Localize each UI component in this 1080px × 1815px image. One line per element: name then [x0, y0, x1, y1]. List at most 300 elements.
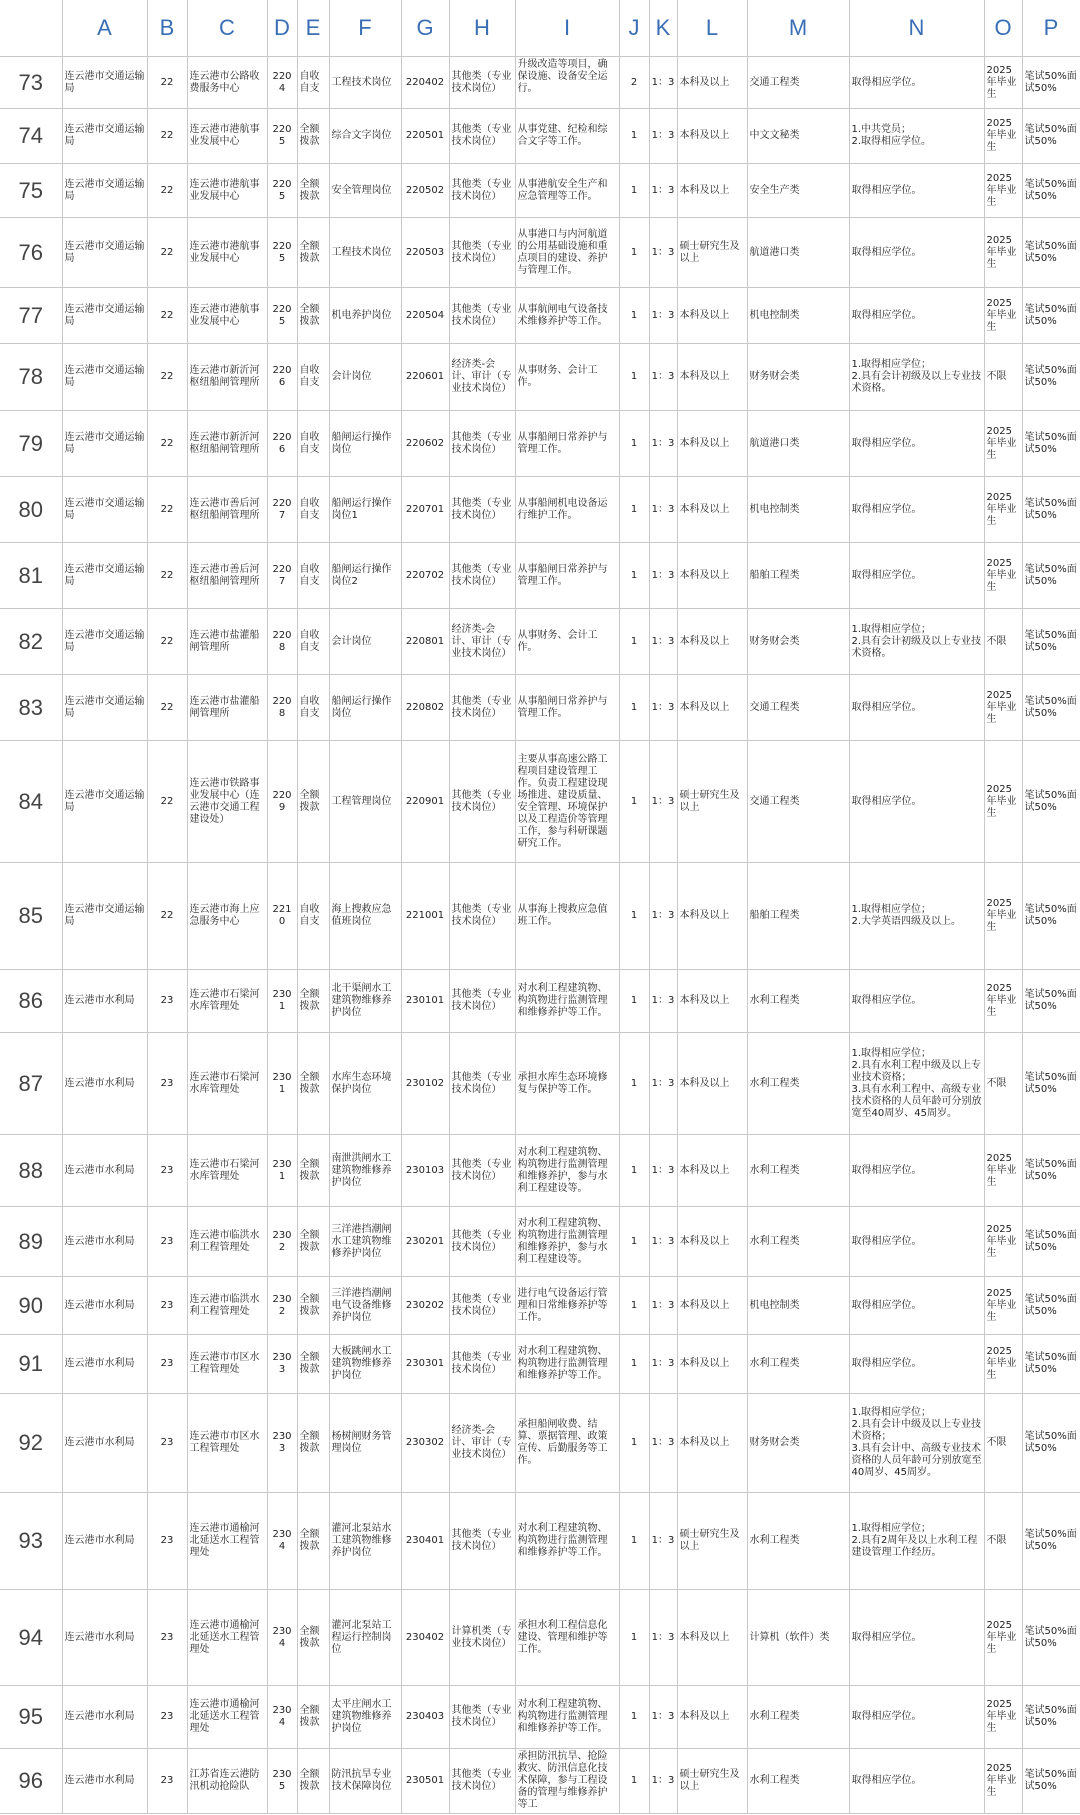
cell-o[interactable]: 不限	[984, 1394, 1022, 1493]
cell-l[interactable]: 本科及以上	[677, 109, 747, 164]
cell-h[interactable]: 其他类（专业技术岗位）	[449, 863, 515, 970]
cell-p[interactable]: 笔试50%面试50%	[1022, 1749, 1080, 1814]
cell-h[interactable]: 其他类（专业技术岗位）	[449, 1493, 515, 1590]
cell-p[interactable]: 笔试50%面试50%	[1022, 1394, 1080, 1493]
cell-p[interactable]: 笔试50%面试50%	[1022, 1135, 1080, 1207]
cell-m[interactable]: 航道港口类	[747, 411, 849, 477]
cell-a[interactable]: 连云港市水利局	[62, 1033, 147, 1135]
cell-k[interactable]: 1：3	[649, 741, 677, 863]
cell-m[interactable]: 安全生产类	[747, 164, 849, 218]
cell-i[interactable]: 从事港口与内河航道的公用基础设施和重点项目的建设、养护与管理工作。	[515, 218, 619, 288]
cell-n[interactable]: 取得相应学位。	[849, 218, 984, 288]
cell-l[interactable]: 本科及以上	[677, 1335, 747, 1394]
cell-d[interactable]: 2208	[267, 609, 297, 675]
column-header[interactable]: J	[619, 0, 649, 57]
cell-c[interactable]: 连云港市通榆河北延送水工程管理处	[187, 1590, 267, 1686]
cell-d[interactable]: 2301	[267, 970, 297, 1033]
cell-a[interactable]: 连云港市交通运输局	[62, 411, 147, 477]
cell-b[interactable]: 22	[147, 741, 187, 863]
cell-m[interactable]: 机电控制类	[747, 1277, 849, 1335]
cell-g[interactable]: 220802	[401, 675, 449, 741]
column-header[interactable]: A	[62, 0, 147, 57]
cell-j[interactable]: 1	[619, 288, 649, 344]
cell-j[interactable]: 1	[619, 863, 649, 970]
cell-l[interactable]: 本科及以上	[677, 477, 747, 543]
cell-k[interactable]: 1：3	[649, 164, 677, 218]
cell-o[interactable]: 2025年毕业生	[984, 411, 1022, 477]
cell-c[interactable]: 连云港市石梁河水库管理处	[187, 970, 267, 1033]
cell-h[interactable]: 其他类（专业技术岗位）	[449, 1277, 515, 1335]
row-header[interactable]: 89	[0, 1207, 62, 1277]
cell-c[interactable]: 连云港市临洪水利工程管理处	[187, 1277, 267, 1335]
cell-j[interactable]: 1	[619, 1335, 649, 1394]
cell-c[interactable]: 连云港市新沂河枢纽船闸管理所	[187, 411, 267, 477]
row-header[interactable]: 86	[0, 970, 62, 1033]
cell-b[interactable]: 22	[147, 411, 187, 477]
cell-h[interactable]: 其他类（专业技术岗位）	[449, 1207, 515, 1277]
cell-a[interactable]: 连云港市水利局	[62, 1394, 147, 1493]
cell-k[interactable]: 1：3	[649, 1686, 677, 1749]
cell-f[interactable]: 太平庄闸水工建筑物维修养护岗位	[329, 1686, 401, 1749]
cell-b[interactable]: 23	[147, 1335, 187, 1394]
column-header[interactable]: E	[297, 0, 329, 57]
cell-d[interactable]: 2205	[267, 218, 297, 288]
cell-g[interactable]: 220602	[401, 411, 449, 477]
cell-g[interactable]: 221001	[401, 863, 449, 970]
cell-h[interactable]: 其他类（专业技术岗位）	[449, 1335, 515, 1394]
row-header[interactable]: 93	[0, 1493, 62, 1590]
cell-i[interactable]: 从事航闸电气设备技术维修养护等工作。	[515, 288, 619, 344]
cell-b[interactable]: 23	[147, 970, 187, 1033]
cell-o[interactable]: 2025年毕业生	[984, 218, 1022, 288]
cell-f[interactable]: 船闸运行操作岗位1	[329, 477, 401, 543]
cell-c[interactable]: 连云港市市区水工程管理处	[187, 1394, 267, 1493]
cell-f[interactable]: 船闸运行操作岗位2	[329, 543, 401, 609]
cell-n[interactable]: 1.取得相应学位； 2.大学英语四级及以上。	[849, 863, 984, 970]
cell-p[interactable]: 笔试50%面试50%	[1022, 609, 1080, 675]
cell-g[interactable]: 230202	[401, 1277, 449, 1335]
cell-n[interactable]: 取得相应学位。	[849, 1749, 984, 1814]
cell-l[interactable]: 本科及以上	[677, 543, 747, 609]
cell-n[interactable]: 取得相应学位。	[849, 1590, 984, 1686]
cell-c[interactable]: 连云港市新沂河枢纽船闸管理所	[187, 344, 267, 411]
cell-j[interactable]: 1	[619, 1277, 649, 1335]
cell-n[interactable]: 取得相应学位。	[849, 411, 984, 477]
row-header[interactable]: 87	[0, 1033, 62, 1135]
cell-g[interactable]: 220501	[401, 109, 449, 164]
cell-b[interactable]: 22	[147, 57, 187, 109]
cell-j[interactable]: 1	[619, 344, 649, 411]
cell-k[interactable]: 1：3	[649, 218, 677, 288]
cell-m[interactable]: 船舶工程类	[747, 863, 849, 970]
cell-j[interactable]: 1	[619, 1207, 649, 1277]
cell-p[interactable]: 笔试50%面试50%	[1022, 1033, 1080, 1135]
cell-a[interactable]: 连云港市交通运输局	[62, 543, 147, 609]
cell-f[interactable]: 水库生态环境保护岗位	[329, 1033, 401, 1135]
cell-c[interactable]: 连云港市海上应急服务中心	[187, 863, 267, 970]
cell-b[interactable]: 22	[147, 344, 187, 411]
cell-o[interactable]: 2025年毕业生	[984, 863, 1022, 970]
row-header[interactable]: 76	[0, 218, 62, 288]
cell-n[interactable]: 取得相应学位。	[849, 1277, 984, 1335]
cell-h[interactable]: 其他类（专业技术岗位）	[449, 288, 515, 344]
cell-n[interactable]: 取得相应学位。	[849, 970, 984, 1033]
cell-d[interactable]: 2301	[267, 1135, 297, 1207]
cell-i[interactable]: 承担防汛抗旱、抢险救灾、防汛信息化技术保障，参与工程设备的管理与维修养护等工	[515, 1749, 619, 1814]
cell-d[interactable]: 2207	[267, 477, 297, 543]
cell-j[interactable]: 1	[619, 1493, 649, 1590]
cell-j[interactable]: 1	[619, 164, 649, 218]
cell-i[interactable]: 主要从事高速公路工程项目建设管理工作。负责工程建设现场推进、建设质量、安全管理、环境保护以及工程造价等管理工作，参与科研课题研究工作。	[515, 741, 619, 863]
cell-i[interactable]: 承担船闸收费、结算、票据管理、政策宣传、后勤服务等工作。	[515, 1394, 619, 1493]
cell-m[interactable]: 机电控制类	[747, 288, 849, 344]
cell-e[interactable]: 全额拨款	[297, 970, 329, 1033]
cell-p[interactable]: 笔试50%面试50%	[1022, 675, 1080, 741]
row-header[interactable]: 88	[0, 1135, 62, 1207]
cell-o[interactable]: 不限	[984, 1493, 1022, 1590]
cell-n[interactable]: 1.取得相应学位； 2.具有会计初级及以上专业技术资格。	[849, 609, 984, 675]
cell-i[interactable]: 承担水利工程信息化建设、管理和维护等工作。	[515, 1590, 619, 1686]
cell-b[interactable]: 22	[147, 675, 187, 741]
cell-d[interactable]: 2304	[267, 1493, 297, 1590]
cell-d[interactable]: 2206	[267, 344, 297, 411]
cell-h[interactable]: 其他类（专业技术岗位）	[449, 411, 515, 477]
cell-a[interactable]: 连云港市交通运输局	[62, 57, 147, 109]
cell-h[interactable]: 其他类（专业技术岗位）	[449, 543, 515, 609]
cell-g[interactable]: 230103	[401, 1135, 449, 1207]
cell-b[interactable]: 22	[147, 543, 187, 609]
cell-g[interactable]: 220901	[401, 741, 449, 863]
cell-o[interactable]: 2025年毕业生	[984, 288, 1022, 344]
row-header[interactable]: 82	[0, 609, 62, 675]
cell-g[interactable]: 220502	[401, 164, 449, 218]
cell-h[interactable]: 其他类（专业技术岗位）	[449, 164, 515, 218]
cell-h[interactable]: 计算机类（专业技术岗位）	[449, 1590, 515, 1686]
column-header[interactable]: N	[849, 0, 984, 57]
cell-k[interactable]: 1：3	[649, 344, 677, 411]
cell-m[interactable]: 计算机（软件）类	[747, 1590, 849, 1686]
column-header[interactable]: K	[649, 0, 677, 57]
cell-p[interactable]: 笔试50%面试50%	[1022, 1277, 1080, 1335]
cell-h[interactable]: 其他类（专业技术岗位）	[449, 218, 515, 288]
cell-o[interactable]: 2025年毕业生	[984, 164, 1022, 218]
cell-i[interactable]: 对水利工程建筑物、构筑物进行监测管理和维修养护等工作。	[515, 1686, 619, 1749]
cell-p[interactable]: 笔试50%面试50%	[1022, 164, 1080, 218]
cell-c[interactable]: 连云港市港航事业发展中心	[187, 218, 267, 288]
cell-p[interactable]: 笔试50%面试50%	[1022, 288, 1080, 344]
cell-e[interactable]: 全额拨款	[297, 1749, 329, 1814]
cell-f[interactable]: 杨树闸财务管理岗位	[329, 1394, 401, 1493]
row-header[interactable]: 85	[0, 863, 62, 970]
cell-o[interactable]: 2025年毕业生	[984, 109, 1022, 164]
cell-c[interactable]: 连云港市盐灌船闸管理所	[187, 675, 267, 741]
cell-a[interactable]: 连云港市交通运输局	[62, 675, 147, 741]
cell-d[interactable]: 2204	[267, 57, 297, 109]
cell-m[interactable]: 水利工程类	[747, 1135, 849, 1207]
cell-b[interactable]: 23	[147, 1033, 187, 1135]
cell-g[interactable]: 230301	[401, 1335, 449, 1394]
cell-e[interactable]: 自收自支	[297, 543, 329, 609]
cell-f[interactable]: 机电养护岗位	[329, 288, 401, 344]
cell-d[interactable]: 2301	[267, 1033, 297, 1135]
cell-g[interactable]: 230201	[401, 1207, 449, 1277]
cell-d[interactable]: 2303	[267, 1394, 297, 1493]
cell-h[interactable]: 其他类（专业技术岗位）	[449, 675, 515, 741]
cell-e[interactable]: 全额拨款	[297, 109, 329, 164]
cell-p[interactable]: 笔试50%面试50%	[1022, 1493, 1080, 1590]
cell-g[interactable]: 230501	[401, 1749, 449, 1814]
cell-k[interactable]: 1：3	[649, 1207, 677, 1277]
cell-i[interactable]: 对水利工程建筑物、构筑物进行监测管理和维修养护等工作。	[515, 970, 619, 1033]
cell-e[interactable]: 全额拨款	[297, 1277, 329, 1335]
cell-l[interactable]: 本科及以上	[677, 863, 747, 970]
cell-c[interactable]: 连云港市临洪水利工程管理处	[187, 1207, 267, 1277]
cell-l[interactable]: 本科及以上	[677, 1590, 747, 1686]
cell-p[interactable]: 笔试50%面试50%	[1022, 863, 1080, 970]
cell-c[interactable]: 连云港市通榆河北延送水工程管理处	[187, 1686, 267, 1749]
cell-p[interactable]: 笔试50%面试50%	[1022, 741, 1080, 863]
cell-e[interactable]: 全额拨款	[297, 1493, 329, 1590]
cell-a[interactable]: 连云港市交通运输局	[62, 218, 147, 288]
cell-e[interactable]: 自收自支	[297, 57, 329, 109]
cell-j[interactable]: 1	[619, 411, 649, 477]
cell-j[interactable]: 1	[619, 609, 649, 675]
cell-m[interactable]: 水利工程类	[747, 970, 849, 1033]
cell-i[interactable]: 从事海上搜救应急值班工作。	[515, 863, 619, 970]
cell-f[interactable]: 船闸运行操作岗位	[329, 675, 401, 741]
column-header[interactable]: L	[677, 0, 747, 57]
cell-c[interactable]: 连云港市石梁河水库管理处	[187, 1033, 267, 1135]
row-header[interactable]: 78	[0, 344, 62, 411]
cell-f[interactable]: 会计岗位	[329, 344, 401, 411]
cell-n[interactable]: 1.取得相应学位； 2.具有2周年及以上水利工程建设管理工作经历。	[849, 1493, 984, 1590]
cell-c[interactable]: 连云港市港航事业发展中心	[187, 288, 267, 344]
cell-e[interactable]: 全额拨款	[297, 1686, 329, 1749]
cell-i[interactable]: 从事船闸日常养护与管理工作。	[515, 675, 619, 741]
cell-c[interactable]: 连云港市铁路事业发展中心（连云港市交通工程建设处）	[187, 741, 267, 863]
cell-i[interactable]: 升级改造等项目，确保设施、设备安全运行。	[515, 57, 619, 109]
cell-c[interactable]: 连云港市通榆河北延送水工程管理处	[187, 1493, 267, 1590]
cell-l[interactable]: 本科及以上	[677, 1277, 747, 1335]
cell-b[interactable]: 22	[147, 477, 187, 543]
cell-a[interactable]: 连云港市水利局	[62, 1277, 147, 1335]
cell-k[interactable]: 1：3	[649, 863, 677, 970]
cell-e[interactable]: 自收自支	[297, 863, 329, 970]
cell-e[interactable]: 自收自支	[297, 609, 329, 675]
cell-i[interactable]: 从事船闸日常养护与管理工作。	[515, 411, 619, 477]
cell-f[interactable]: 北干渠闸水工建筑物维修养护岗位	[329, 970, 401, 1033]
cell-i[interactable]: 对水利工程建筑物、构筑物进行监测管理和维修养护等工作。	[515, 1493, 619, 1590]
cell-e[interactable]: 自收自支	[297, 477, 329, 543]
cell-o[interactable]: 2025年毕业生	[984, 675, 1022, 741]
cell-k[interactable]: 1：3	[649, 970, 677, 1033]
cell-c[interactable]: 连云港市市区水工程管理处	[187, 1335, 267, 1394]
column-header[interactable]: C	[187, 0, 267, 57]
cell-o[interactable]: 2025年毕业生	[984, 1277, 1022, 1335]
cell-l[interactable]: 本科及以上	[677, 57, 747, 109]
cell-m[interactable]: 水利工程类	[747, 1207, 849, 1277]
column-header[interactable]: F	[329, 0, 401, 57]
cell-p[interactable]: 笔试50%面试50%	[1022, 1207, 1080, 1277]
cell-e[interactable]: 自收自支	[297, 344, 329, 411]
cell-j[interactable]: 2	[619, 57, 649, 109]
cell-k[interactable]: 1：3	[649, 109, 677, 164]
row-header[interactable]: 90	[0, 1277, 62, 1335]
cell-c[interactable]: 连云港市港航事业发展中心	[187, 164, 267, 218]
cell-f[interactable]: 防汛抗旱专业技术保障岗位	[329, 1749, 401, 1814]
cell-h[interactable]: 经济类-会计、审计（专业技术岗位）	[449, 609, 515, 675]
cell-k[interactable]: 1：3	[649, 1135, 677, 1207]
cell-e[interactable]: 全额拨款	[297, 1135, 329, 1207]
cell-f[interactable]: 海上搜救应急值班岗位	[329, 863, 401, 970]
cell-b[interactable]: 22	[147, 609, 187, 675]
cell-n[interactable]: 1.取得相应学位； 2.具有会计中级及以上专业技术资格； 3.具有会计中、高级专业技术资格的人员年龄可分别放宽至40周岁、45周岁。	[849, 1394, 984, 1493]
cell-g[interactable]: 220402	[401, 57, 449, 109]
column-header[interactable]: G	[401, 0, 449, 57]
cell-l[interactable]: 本科及以上	[677, 1207, 747, 1277]
cell-p[interactable]: 笔试50%面试50%	[1022, 1335, 1080, 1394]
cell-l[interactable]: 本科及以上	[677, 411, 747, 477]
cell-n[interactable]: 取得相应学位。	[849, 741, 984, 863]
row-header[interactable]: 77	[0, 288, 62, 344]
cell-f[interactable]: 工程管理岗位	[329, 741, 401, 863]
cell-c[interactable]: 江苏省连云港防汛机动抢险队	[187, 1749, 267, 1814]
cell-e[interactable]: 全额拨款	[297, 1335, 329, 1394]
cell-c[interactable]: 连云港市公路收费服务中心	[187, 57, 267, 109]
cell-h[interactable]: 其他类（专业技术岗位）	[449, 477, 515, 543]
cell-b[interactable]: 23	[147, 1493, 187, 1590]
cell-a[interactable]: 连云港市水利局	[62, 1493, 147, 1590]
cell-l[interactable]: 硕士研究生及以上	[677, 741, 747, 863]
cell-f[interactable]: 灌河北泵站水工建筑物维修养护岗位	[329, 1493, 401, 1590]
cell-a[interactable]: 连云港市水利局	[62, 1590, 147, 1686]
cell-m[interactable]: 水利工程类	[747, 1033, 849, 1135]
cell-n[interactable]: 取得相应学位。	[849, 1335, 984, 1394]
cell-n[interactable]: 取得相应学位。	[849, 1207, 984, 1277]
cell-j[interactable]: 1	[619, 741, 649, 863]
cell-i[interactable]: 承担水库生态环境修复与保护等工作。	[515, 1033, 619, 1135]
row-header[interactable]: 96	[0, 1749, 62, 1814]
cell-e[interactable]: 全额拨款	[297, 1207, 329, 1277]
cell-e[interactable]: 自收自支	[297, 411, 329, 477]
cell-j[interactable]: 1	[619, 218, 649, 288]
cell-h[interactable]: 经济类-会计、审计（专业技术岗位）	[449, 344, 515, 411]
cell-d[interactable]: 2305	[267, 1749, 297, 1814]
cell-j[interactable]: 1	[619, 970, 649, 1033]
column-header[interactable]: B	[147, 0, 187, 57]
cell-g[interactable]: 230302	[401, 1394, 449, 1493]
cell-b[interactable]: 23	[147, 1135, 187, 1207]
cell-d[interactable]: 2303	[267, 1335, 297, 1394]
cell-p[interactable]: 笔试50%面试50%	[1022, 970, 1080, 1033]
cell-d[interactable]: 2209	[267, 741, 297, 863]
cell-a[interactable]: 连云港市交通运输局	[62, 344, 147, 411]
cell-k[interactable]: 1：3	[649, 1277, 677, 1335]
cell-g[interactable]: 230102	[401, 1033, 449, 1135]
cell-f[interactable]: 综合文字岗位	[329, 109, 401, 164]
cell-n[interactable]: 取得相应学位。	[849, 164, 984, 218]
cell-o[interactable]: 2025年毕业生	[984, 57, 1022, 109]
cell-b[interactable]: 23	[147, 1686, 187, 1749]
cell-k[interactable]: 1：3	[649, 1493, 677, 1590]
cell-o[interactable]: 2025年毕业生	[984, 1335, 1022, 1394]
cell-i[interactable]: 从事财务、会计工作。	[515, 344, 619, 411]
cell-a[interactable]: 连云港市交通运输局	[62, 288, 147, 344]
cell-f[interactable]: 工程技术岗位	[329, 218, 401, 288]
cell-a[interactable]: 连云港市水利局	[62, 1749, 147, 1814]
cell-p[interactable]: 笔试50%面试50%	[1022, 477, 1080, 543]
cell-a[interactable]: 连云港市水利局	[62, 970, 147, 1033]
cell-i[interactable]: 从事船闸日常养护与管理工作。	[515, 543, 619, 609]
cell-j[interactable]: 1	[619, 1135, 649, 1207]
cell-a[interactable]: 连云港市交通运输局	[62, 477, 147, 543]
cell-g[interactable]: 220601	[401, 344, 449, 411]
cell-l[interactable]: 本科及以上	[677, 1135, 747, 1207]
cell-o[interactable]: 2025年毕业生	[984, 477, 1022, 543]
cell-o[interactable]: 2025年毕业生	[984, 970, 1022, 1033]
cell-d[interactable]: 2210	[267, 863, 297, 970]
cell-n[interactable]: 取得相应学位。	[849, 57, 984, 109]
cell-p[interactable]: 笔试50%面试50%	[1022, 57, 1080, 109]
cell-g[interactable]: 220504	[401, 288, 449, 344]
cell-g[interactable]: 220801	[401, 609, 449, 675]
cell-k[interactable]: 1：3	[649, 1394, 677, 1493]
cell-a[interactable]: 连云港市水利局	[62, 1207, 147, 1277]
cell-g[interactable]: 220701	[401, 477, 449, 543]
cell-b[interactable]: 23	[147, 1207, 187, 1277]
cell-e[interactable]: 全额拨款	[297, 218, 329, 288]
cell-k[interactable]: 1：3	[649, 477, 677, 543]
cell-l[interactable]: 本科及以上	[677, 344, 747, 411]
cell-a[interactable]: 连云港市交通运输局	[62, 164, 147, 218]
cell-n[interactable]: 1.取得相应学位； 2.具有会计初级及以上专业技术资格。	[849, 344, 984, 411]
column-header[interactable]: D	[267, 0, 297, 57]
cell-e[interactable]: 全额拨款	[297, 1033, 329, 1135]
cell-f[interactable]: 安全管理岗位	[329, 164, 401, 218]
cell-f[interactable]: 工程技术岗位	[329, 57, 401, 109]
cell-o[interactable]: 不限	[984, 1033, 1022, 1135]
cell-k[interactable]: 1：3	[649, 288, 677, 344]
cell-b[interactable]: 22	[147, 109, 187, 164]
cell-j[interactable]: 1	[619, 1686, 649, 1749]
cell-j[interactable]: 1	[619, 1033, 649, 1135]
cell-e[interactable]: 全额拨款	[297, 288, 329, 344]
cell-o[interactable]: 2025年毕业生	[984, 1686, 1022, 1749]
cell-g[interactable]: 230403	[401, 1686, 449, 1749]
row-header[interactable]: 73	[0, 57, 62, 109]
cell-e[interactable]: 全额拨款	[297, 164, 329, 218]
cell-h[interactable]: 其他类（专业技术岗位）	[449, 109, 515, 164]
cell-l[interactable]: 本科及以上	[677, 288, 747, 344]
cell-m[interactable]: 交通工程类	[747, 675, 849, 741]
row-header[interactable]: 79	[0, 411, 62, 477]
cell-a[interactable]: 连云港市交通运输局	[62, 741, 147, 863]
cell-j[interactable]: 1	[619, 477, 649, 543]
cell-c[interactable]: 连云港市港航事业发展中心	[187, 109, 267, 164]
cell-j[interactable]: 1	[619, 1394, 649, 1493]
cell-p[interactable]: 笔试50%面试50%	[1022, 543, 1080, 609]
cell-j[interactable]: 1	[619, 109, 649, 164]
cell-b[interactable]: 22	[147, 863, 187, 970]
cell-l[interactable]: 硕士研究生及以上	[677, 1493, 747, 1590]
cell-m[interactable]: 财务财会类	[747, 1394, 849, 1493]
cell-e[interactable]: 自收自支	[297, 675, 329, 741]
cell-f[interactable]: 船闸运行操作岗位	[329, 411, 401, 477]
cell-d[interactable]: 2207	[267, 543, 297, 609]
cell-d[interactable]: 2205	[267, 164, 297, 218]
cell-n[interactable]: 取得相应学位。	[849, 1686, 984, 1749]
cell-l[interactable]: 本科及以上	[677, 675, 747, 741]
